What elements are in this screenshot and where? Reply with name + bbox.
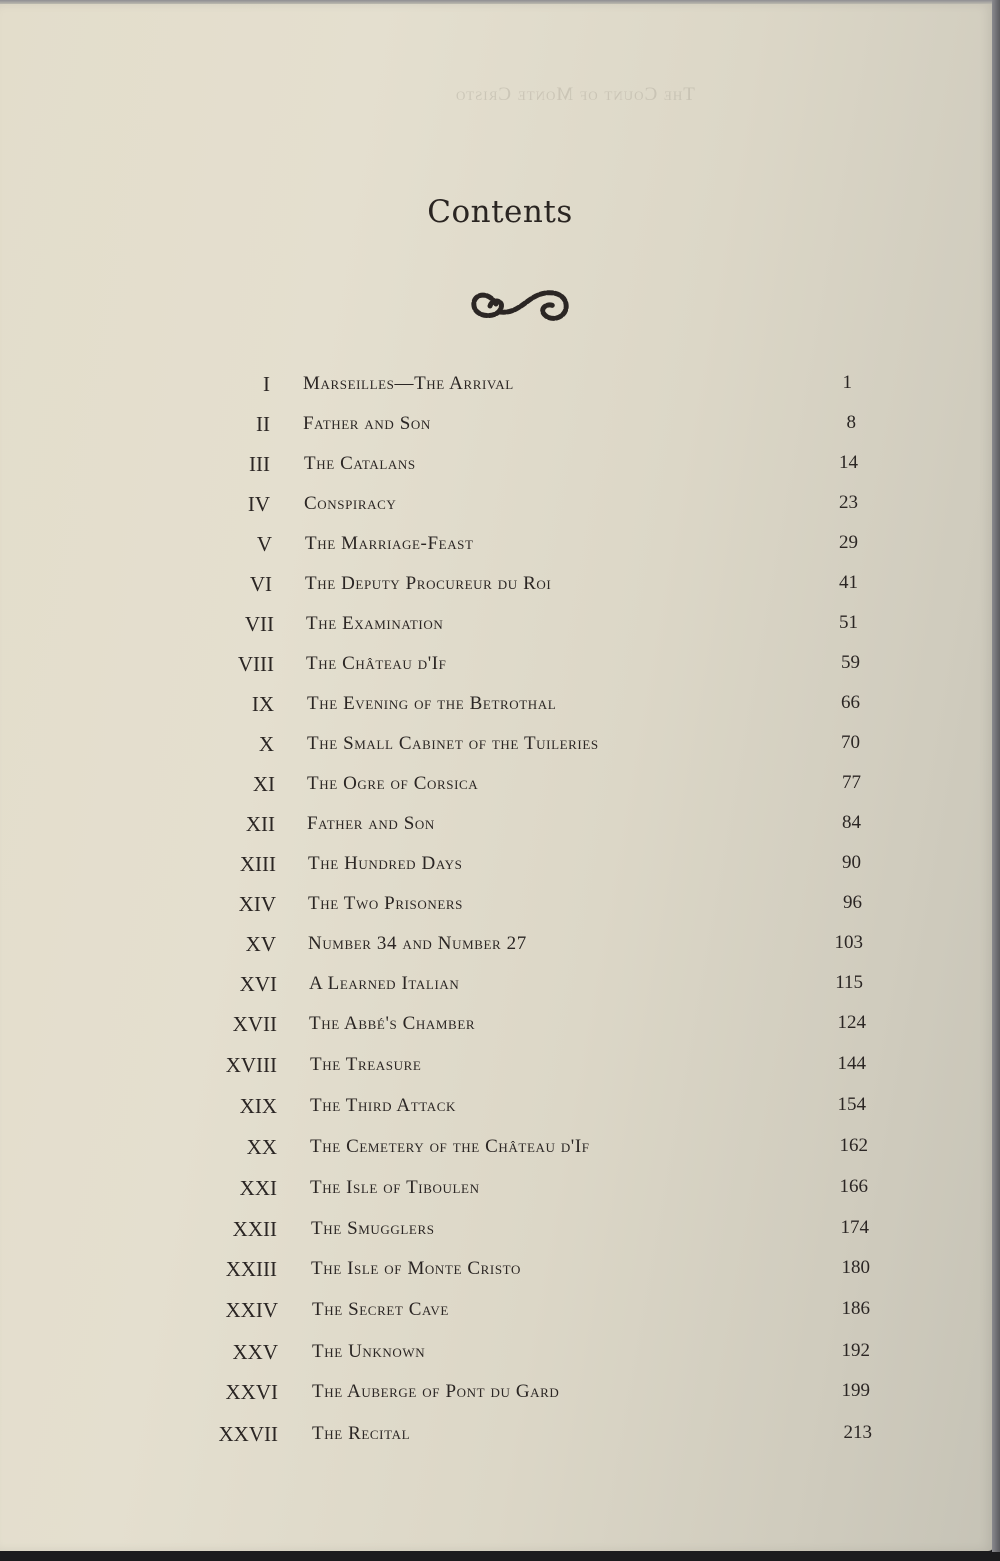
- chapter-title: Conspiracy: [304, 493, 397, 514]
- page-number: 199: [841, 1380, 870, 1401]
- chapter-number: VIII: [237, 652, 274, 676]
- page-number: 1: [842, 372, 852, 393]
- chapter-title: The Evening of the Betrothal: [307, 693, 557, 714]
- page-number: 162: [839, 1135, 868, 1156]
- chapter-number: XIV: [238, 892, 276, 916]
- book-page: [0, 4, 994, 1551]
- toc-entry: [0, 932, 994, 962]
- chapter-title: The Marriage-Feast: [305, 533, 474, 554]
- page-number: 186: [841, 1298, 870, 1319]
- chapter-number: XXII: [232, 1217, 277, 1241]
- page-number: 115: [835, 972, 863, 993]
- toc-entry: [0, 972, 994, 1002]
- chapter-title: The Isle of Tiboulen: [310, 1177, 480, 1198]
- toc-entry: [0, 1422, 994, 1452]
- chapter-title: The Examination: [306, 613, 444, 634]
- chapter-number: XXIII: [225, 1257, 277, 1281]
- chapter-title: The Secret Cave: [312, 1299, 449, 1320]
- chapter-number: XXV: [232, 1340, 278, 1364]
- page-number: 154: [837, 1094, 866, 1115]
- chapter-number: III: [249, 452, 270, 476]
- chapter-title: The Two Prisoners: [308, 893, 463, 914]
- chapter-number: XIX: [239, 1094, 277, 1118]
- chapter-number: VI: [249, 572, 272, 596]
- toc-entry: [0, 1217, 994, 1247]
- chapter-title: The Third Attack: [310, 1095, 457, 1116]
- page-number: 70: [841, 732, 860, 753]
- toc-entry: [0, 1298, 994, 1328]
- toc-entry: [0, 1012, 994, 1042]
- chapter-number: XI: [252, 772, 275, 796]
- chapter-number: XVIII: [225, 1053, 277, 1077]
- page-number: 51: [839, 612, 858, 633]
- toc-entry: [0, 452, 994, 482]
- chapter-title: Number 34 and Number 27: [308, 933, 527, 954]
- chapter-title: The Smugglers: [311, 1218, 435, 1239]
- page-number: 29: [839, 532, 858, 553]
- chapter-title: Father and Son: [303, 413, 431, 434]
- table-of-contents: [0, 4, 994, 1551]
- page-number: 41: [839, 572, 858, 593]
- page-number: 59: [841, 652, 860, 673]
- chapter-number: XX: [246, 1135, 277, 1159]
- chapter-title: The Ogre of Corsica: [307, 773, 479, 794]
- toc-entry: [0, 1380, 994, 1410]
- chapter-title: The Auberge of Pont du Gard: [312, 1381, 560, 1402]
- chapter-title: Marseilles—The Arrival: [303, 373, 514, 394]
- page-number: 8: [846, 412, 856, 433]
- page-number: 84: [842, 812, 861, 833]
- page-number: 90: [842, 852, 861, 873]
- toc-entry: [0, 852, 994, 882]
- chapter-title: The Recital: [312, 1423, 411, 1444]
- page-number: 174: [840, 1217, 869, 1238]
- toc-entry: [0, 892, 994, 922]
- chapter-title: The Château d'If: [306, 653, 447, 674]
- chapter-number: XIII: [239, 852, 276, 876]
- toc-entry: [0, 1094, 994, 1124]
- page-number: 23: [839, 492, 858, 513]
- toc-entry: [0, 1257, 994, 1287]
- chapter-number: XXVII: [218, 1422, 278, 1446]
- page-number: 192: [841, 1340, 870, 1361]
- page-number: 77: [842, 772, 861, 793]
- page-edge-right: [992, 0, 1000, 1552]
- toc-entry: [0, 772, 994, 802]
- chapter-number: XII: [245, 812, 275, 836]
- toc-entry: [0, 692, 994, 722]
- page-number: 180: [841, 1257, 870, 1278]
- chapter-number: XV: [245, 932, 276, 956]
- toc-entry: [0, 1135, 994, 1165]
- chapter-title: The Small Cabinet of the Tuileries: [307, 733, 599, 754]
- page-number: 144: [837, 1053, 866, 1074]
- chapter-title: Father and Son: [307, 813, 435, 834]
- page-number: 96: [843, 892, 862, 913]
- chapter-number: XXIV: [225, 1298, 278, 1322]
- page-title: Contents: [427, 194, 573, 230]
- chapter-number: II: [256, 412, 270, 436]
- chapter-number: XXI: [239, 1176, 277, 1200]
- chapter-title: The Abbé's Chamber: [309, 1013, 476, 1034]
- toc-entry: [0, 532, 994, 562]
- page-number: 66: [841, 692, 860, 713]
- chapter-number: X: [258, 732, 274, 756]
- chapter-title: A Learned Italian: [309, 973, 460, 994]
- chapter-title: The Cemetery of the Château d'If: [310, 1136, 590, 1157]
- page-number: 213: [843, 1422, 872, 1443]
- chapter-number: VII: [244, 612, 274, 636]
- toc-entry: [0, 812, 994, 842]
- page-number: 166: [839, 1176, 868, 1197]
- page-number: 103: [834, 932, 863, 953]
- toc-entry: [0, 612, 994, 642]
- toc-entry: [0, 732, 994, 762]
- chapter-title: The Unknown: [312, 1341, 426, 1362]
- bleed-through-running-header: The Count of Monte Cristo: [455, 84, 695, 105]
- chapter-title: The Deputy Procureur du Roi: [305, 573, 552, 594]
- chapter-number: IX: [251, 692, 274, 716]
- chapter-number: XVII: [232, 1012, 277, 1036]
- chapter-title: The Isle of Monte Cristo: [311, 1258, 521, 1279]
- chapter-title: The Catalans: [304, 453, 416, 474]
- chapter-number: XVI: [239, 972, 277, 996]
- toc-entry: [0, 572, 994, 602]
- chapter-number: V: [256, 532, 272, 556]
- toc-entry: [0, 412, 994, 442]
- chapter-number: IV: [247, 492, 270, 516]
- page-number: 124: [837, 1012, 866, 1033]
- page-number: 14: [839, 452, 858, 473]
- toc-entry: [0, 1053, 994, 1083]
- toc-entry: [0, 372, 994, 402]
- toc-entry: [0, 1340, 994, 1370]
- toc-entry: [0, 492, 994, 522]
- chapter-number: XXVI: [225, 1380, 278, 1404]
- chapter-title: The Hundred Days: [308, 853, 463, 874]
- chapter-number: I: [263, 372, 270, 396]
- toc-entry: [0, 652, 994, 682]
- chapter-title: The Treasure: [310, 1054, 422, 1075]
- toc-entry: [0, 1176, 994, 1206]
